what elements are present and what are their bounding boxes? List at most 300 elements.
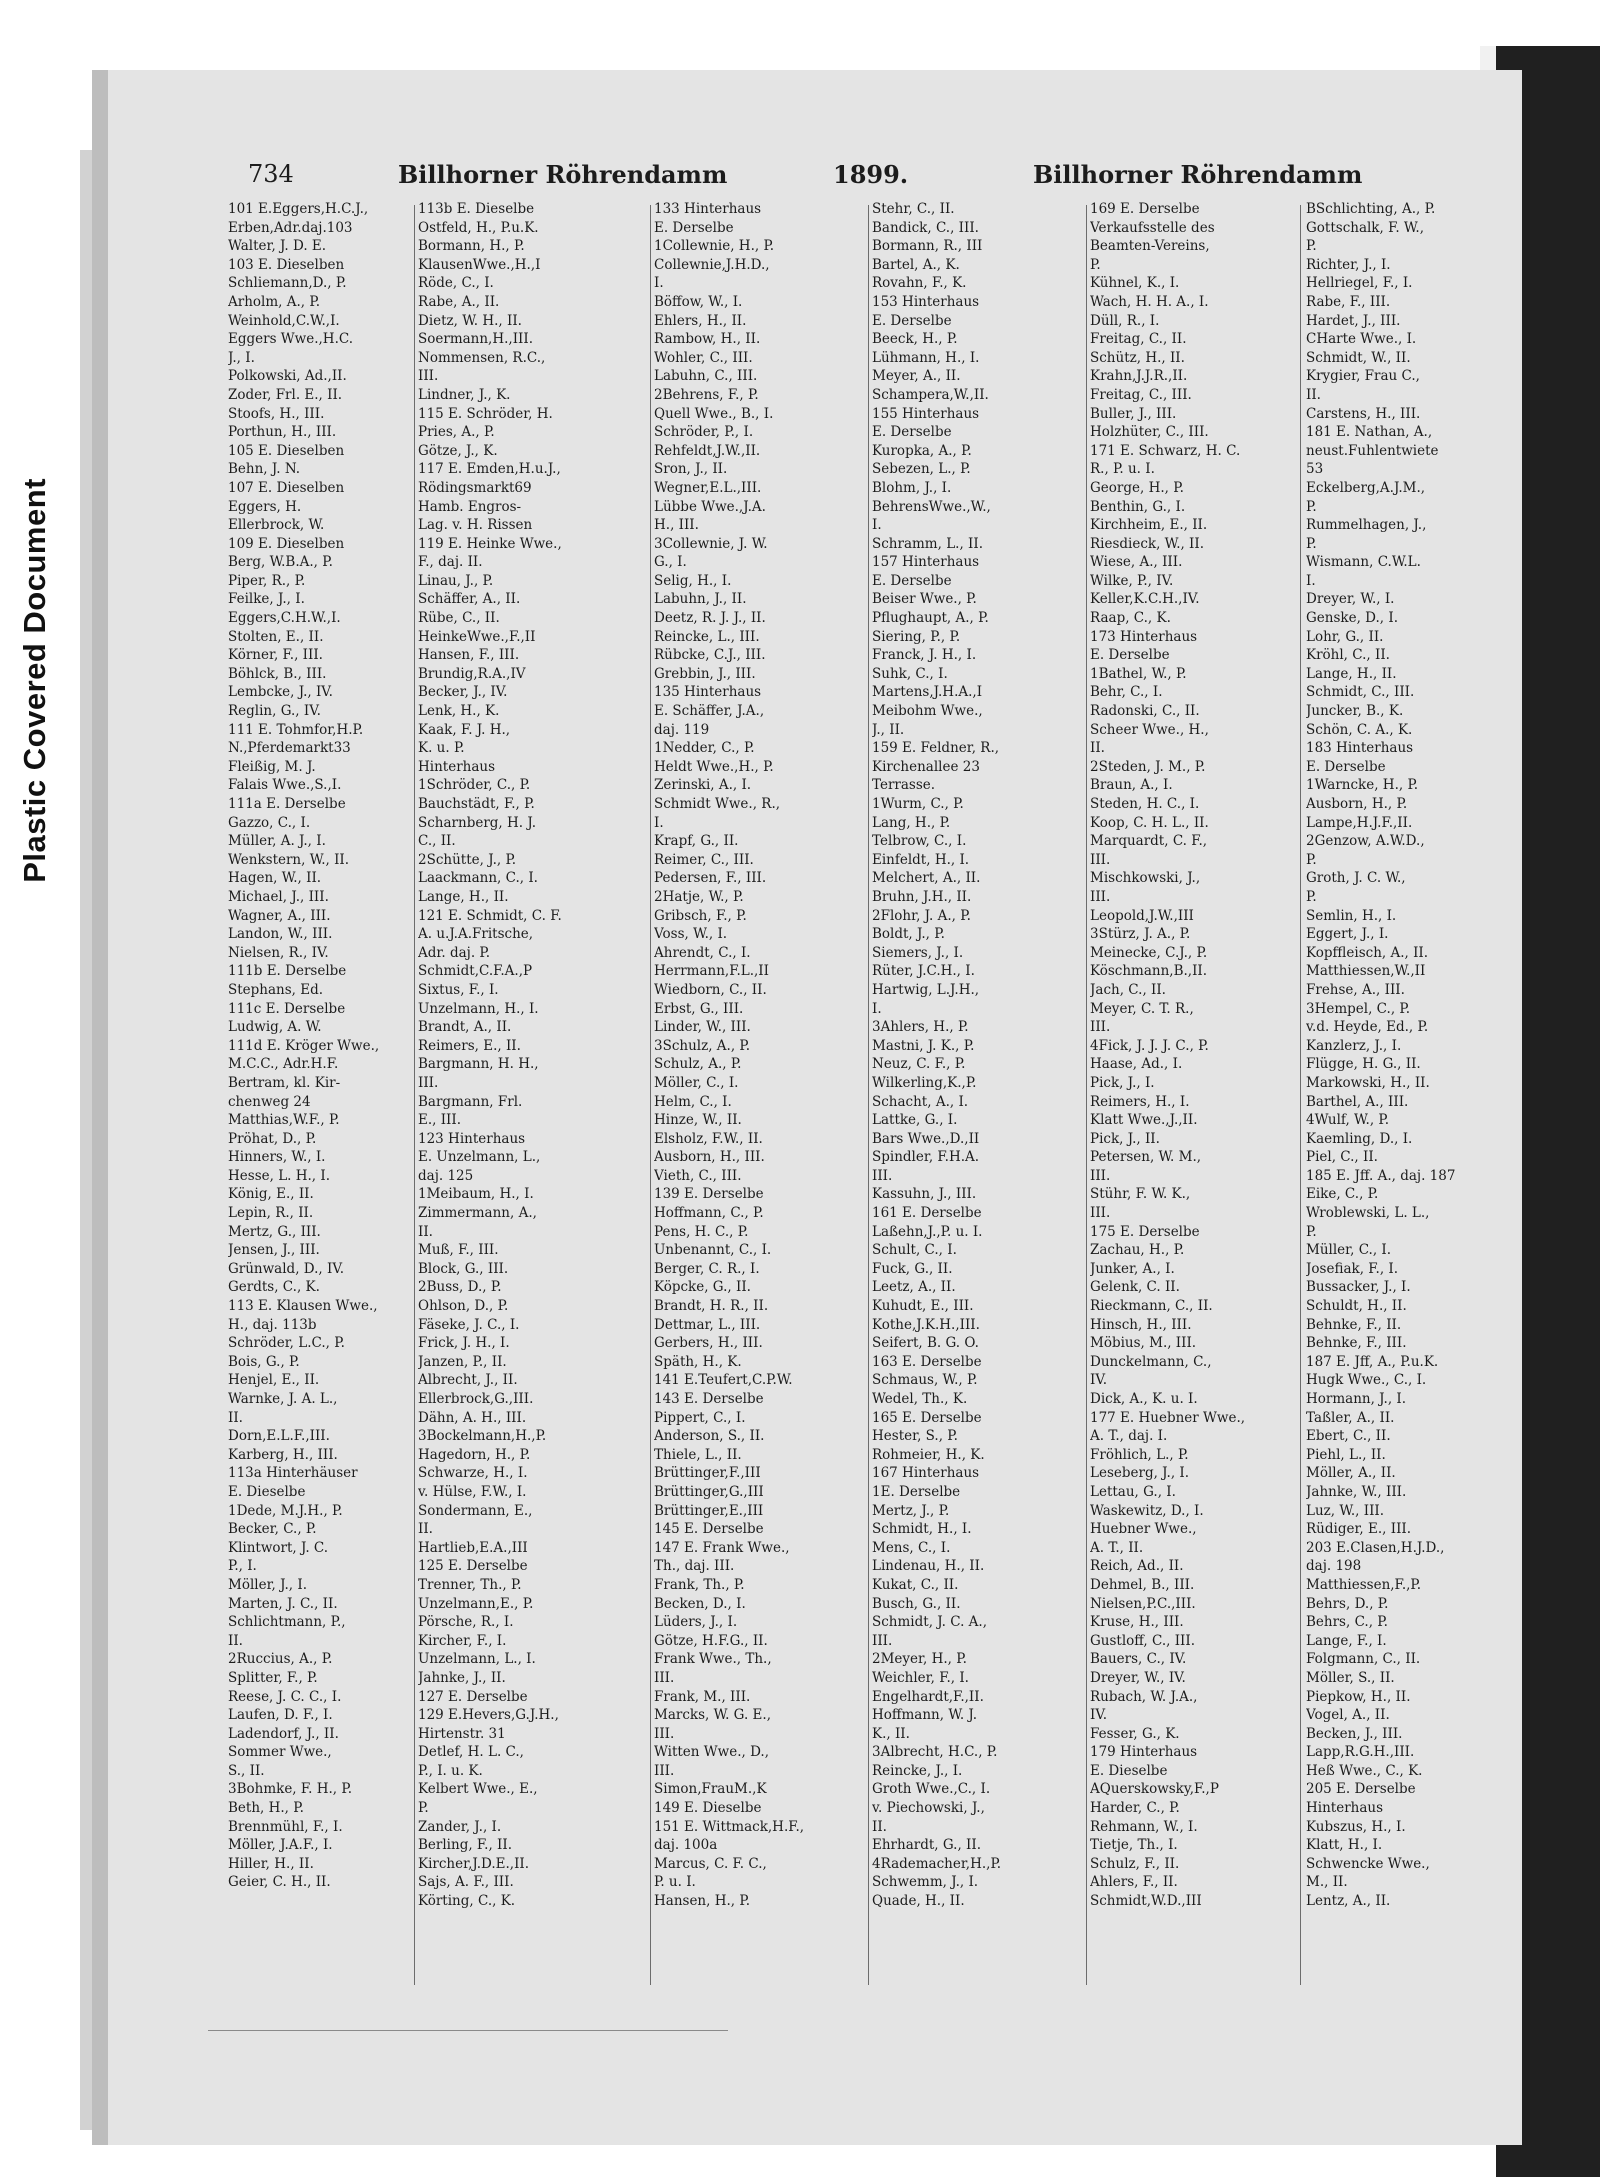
- directory-entry-line: Rovahn, F., K.: [872, 275, 967, 292]
- directory-entry-line: Stühr, F. W. K.,: [1090, 1186, 1191, 1203]
- directory-entry-line: Hiller, H., II.: [228, 1855, 314, 1872]
- directory-entry-line: v.d. Heyde, Ed., P.: [1306, 1019, 1429, 1036]
- directory-entry-line: Lapp,R.G.H.,III.: [1306, 1744, 1415, 1761]
- plastic-covered-label: [0, 400, 70, 960]
- directory-entry-line: 151 E. Wittmack,H.F.,: [654, 1818, 805, 1835]
- directory-entry-line: Hesse, L. H., I.: [228, 1167, 331, 1184]
- directory-entry-line: Lag. v. H. Rissen: [418, 517, 533, 534]
- directory-entry-line: Heß Wwe., C., K.: [1306, 1762, 1423, 1779]
- directory-entry-line: Blohm, J., I.: [872, 479, 952, 496]
- directory-entry-line: II.: [228, 1409, 243, 1426]
- directory-entry-line: 111b E. Derselbe: [228, 963, 347, 980]
- directory-entry-line: 175 E. Derselbe: [1090, 1223, 1200, 1240]
- directory-entry-line: 113b E. Dieselbe: [418, 201, 535, 217]
- directory-entry-line: Einfeldt, H., I.: [872, 851, 970, 868]
- directory-column-2: [418, 200, 644, 1990]
- directory-entry-line: Hagedorn, H., P.: [418, 1446, 531, 1463]
- directory-entry-line: Neuz, C. F., P.: [872, 1056, 966, 1073]
- directory-entry-line: Elsholz, F.W., II.: [654, 1130, 763, 1147]
- directory-entry-line: Wiedborn, C., II.: [654, 981, 767, 998]
- directory-entry-line: Janzen, P., II.: [418, 1353, 507, 1370]
- directory-entry-line: Schulz, A., P.: [654, 1056, 742, 1073]
- directory-entry-line: Zimmermann, A.,: [418, 1205, 537, 1222]
- directory-entry-line: P.: [1090, 256, 1101, 273]
- directory-entry-line: Behnke, F., III.: [1306, 1335, 1407, 1352]
- directory-entry-line: Pries, A., P.: [418, 424, 495, 441]
- directory-entry-line: Landon, W., III.: [228, 926, 333, 943]
- directory-entry-line: E. Derselbe: [1090, 647, 1170, 664]
- directory-entry-line: Wilkerling,K.,P.: [872, 1074, 977, 1091]
- directory-entry-line: Freitag, C., II.: [1090, 331, 1187, 348]
- directory-entry-line: KlausenWwe.,H.,I: [418, 256, 541, 273]
- directory-entry-line: 2Flohr, J. A., P.: [872, 907, 971, 924]
- directory-entry-line: III.: [654, 1725, 675, 1742]
- directory-entry-line: P.: [1306, 1223, 1317, 1240]
- directory-entry-line: Mischkowski, J.,: [1090, 870, 1201, 887]
- directory-entry-line: Lenk, H., K.: [418, 703, 500, 720]
- directory-entry-line: Vogel, A., II.: [1306, 1707, 1390, 1724]
- directory-entry-line: Genske, D., I.: [1306, 610, 1398, 627]
- directory-entry-line: Beth, H., P.: [228, 1800, 304, 1817]
- directory-entry-line: Leseberg, J., I.: [1090, 1465, 1190, 1482]
- directory-entry-line: 3Bohmke, F. H., P.: [228, 1781, 353, 1798]
- directory-entry-line: Krygier, Frau C.,: [1306, 368, 1420, 385]
- directory-entry-line: Eggers Wwe.,H.C.: [228, 331, 354, 348]
- directory-entry-line: Vieth, C., III.: [654, 1167, 742, 1184]
- directory-entry-line: Pedersen, F., III.: [654, 870, 767, 887]
- header-year: 1899.: [833, 160, 909, 189]
- directory-entry-line: Pröhat, D., P.: [228, 1130, 317, 1147]
- directory-entry-line: Zoder, Frl. E., II.: [228, 386, 343, 403]
- directory-entry-line: Lange, H., II.: [1306, 665, 1397, 682]
- directory-entry-line: Hansen, F., III.: [418, 647, 520, 664]
- directory-entry-line: Gazzo, C., I.: [228, 814, 311, 831]
- page-edge: [92, 70, 108, 2145]
- directory-entry-line: Hartwig, L.J.H.,: [872, 981, 980, 998]
- directory-entry-line: Marcus, C. F. C.,: [654, 1855, 767, 1872]
- directory-entry-line: Rödingsmarkt69: [418, 479, 532, 496]
- directory-entry-line: Scharnberg, H. J.: [418, 814, 537, 831]
- directory-entry-line: Schmidt,W.D.,III: [1090, 1893, 1202, 1910]
- directory-entry-line: Fäseke, J. C., I.: [418, 1316, 520, 1333]
- directory-entry-line: Röde, C., I.: [418, 275, 494, 292]
- directory-entry-line: Siemers, J., I.: [872, 944, 964, 961]
- directory-entry-line: Lattke, G., I.: [872, 1112, 958, 1129]
- directory-entry-line: E., III.: [418, 1112, 462, 1129]
- directory-entry-line: Tietje, Th., I.: [1090, 1837, 1178, 1854]
- directory-entry-line: Reimers, E., II.: [418, 1037, 521, 1054]
- directory-entry-line: Lang, H., P.: [872, 814, 951, 831]
- directory-entry-line: Henjel, E., II.: [228, 1372, 320, 1389]
- directory-entry-line: Adr. daj. P.: [418, 944, 491, 961]
- directory-entry-line: 111c E. Derselbe: [228, 1000, 346, 1017]
- directory-entry-line: Hagen, W., II.: [228, 870, 322, 887]
- directory-entry-line: 133 Hinterhaus: [654, 201, 762, 217]
- directory-entry-line: Meibohm Wwe.,: [872, 703, 983, 720]
- directory-entry-line: Petersen, W. M.,: [1090, 1149, 1202, 1166]
- directory-entry-line: Marcks, W. G. E.,: [654, 1707, 771, 1724]
- directory-entry-line: 153 Hinterhaus: [872, 293, 980, 310]
- directory-entry-line: Lentz, A., II.: [1306, 1893, 1391, 1910]
- directory-entry-line: Hamb. Engros-: [418, 498, 522, 515]
- directory-entry-line: Schmidt, J. C. A.,: [872, 1614, 987, 1631]
- directory-entry-line: Splitter, F., P.: [228, 1669, 318, 1686]
- directory-entry-line: Quell Wwe., B., I.: [654, 405, 774, 422]
- directory-entry-line: Frick, J. H., I.: [418, 1335, 510, 1352]
- directory-entry-line: Mens, C., I.: [872, 1539, 951, 1556]
- directory-column-4: [872, 200, 1088, 1990]
- directory-entry-line: Reimers, H., I.: [1090, 1093, 1190, 1110]
- directory-entry-line: Terrasse.: [872, 777, 936, 794]
- directory-entry-line: Kirchenallee 23: [872, 758, 980, 775]
- directory-entry-line: Kröhl, C., II.: [1306, 647, 1390, 664]
- directory-entry-line: Pens, H. C., P.: [654, 1223, 749, 1240]
- directory-entry-line: Jahnke, W., III.: [1306, 1483, 1407, 1500]
- directory-entry-line: Juncker, B., K.: [1306, 703, 1404, 720]
- directory-entry-line: Brandt, A., II.: [418, 1019, 512, 1036]
- directory-entry-line: 1Wurm, C., P.: [872, 796, 964, 812]
- directory-entry-line: 53: [1306, 461, 1324, 478]
- directory-entry-line: Wroblewski, L. L.,: [1306, 1205, 1430, 1222]
- directory-entry-line: Haase, Ad., I.: [1090, 1056, 1183, 1073]
- directory-entry-line: Spindler, F.H.A.: [872, 1149, 980, 1166]
- directory-entry-line: Muß, F., III.: [418, 1242, 499, 1259]
- directory-entry-line: Böffow, W., I.: [654, 293, 743, 310]
- directory-entry-line: H., III.: [654, 517, 699, 534]
- directory-entry-line: Lüders, J., I.: [654, 1614, 738, 1631]
- directory-entry-line: Möller, A., II.: [1306, 1465, 1396, 1482]
- directory-entry-line: Laufen, D. F., I.: [228, 1707, 333, 1724]
- directory-entry-line: Engelhardt,F.,II.: [872, 1688, 984, 1705]
- directory-entry-line: Schwarze, H., I.: [418, 1465, 528, 1482]
- directory-entry-line: Kelbert Wwe., E.,: [418, 1781, 538, 1798]
- directory-entry-line: I.: [654, 814, 664, 831]
- directory-entry-line: Rabe, A., II.: [418, 293, 500, 310]
- directory-entry-line: chenweg 24: [228, 1093, 311, 1110]
- directory-entry-line: Piehl, L., II.: [1306, 1446, 1386, 1463]
- directory-entry-line: Schlichtmann, P.,: [228, 1614, 346, 1631]
- directory-entry-line: Harder, C., P.: [1090, 1800, 1180, 1817]
- directory-entry-line: E. Unzelmann, L.,: [418, 1149, 541, 1166]
- directory-entry-line: 157 Hinterhaus: [872, 554, 980, 571]
- directory-entry-line: Schäffer, A., II.: [418, 591, 521, 608]
- directory-entry-line: 3Hempel, C., P.: [1306, 1000, 1411, 1017]
- directory-entry-line: IV.: [1090, 1707, 1108, 1724]
- directory-entry-line: Köpcke, G., II.: [654, 1279, 751, 1296]
- directory-entry-line: III.: [418, 368, 439, 385]
- directory-column-5: [1090, 200, 1300, 1990]
- directory-entry-line: Siering, P., P.: [872, 628, 961, 645]
- directory-entry-line: Falais Wwe.,S.,I.: [228, 777, 342, 794]
- directory-entry-line: Schliemann,D., P.: [228, 275, 347, 292]
- directory-entry-line: Wach, H. H. A., I.: [1090, 293, 1209, 310]
- directory-entry-line: Nielsen, R., IV.: [228, 944, 329, 961]
- directory-entry-line: Frank, Th., P.: [654, 1576, 745, 1593]
- directory-entry-line: 4Rademacher,H.,P.: [872, 1855, 1002, 1872]
- directory-entry-line: Kirchheim, E., II.: [1090, 517, 1208, 534]
- directory-entry-line: Möbius, M., III.: [1090, 1335, 1197, 1352]
- directory-entry-line: Kuropka, A., P.: [872, 442, 972, 459]
- directory-entry-line: Hoffmann, C., P.: [654, 1205, 764, 1222]
- directory-entry-line: Radonski, C., II.: [1090, 703, 1200, 720]
- directory-entry-line: 4Fick, J. J. J. C., P.: [1090, 1037, 1209, 1054]
- directory-entry-line: 113 E. Klausen Wwe.,: [228, 1298, 378, 1315]
- directory-entry-line: Rabe, F., III.: [1306, 293, 1391, 310]
- directory-entry-line: Dick, A., K. u. I.: [1090, 1391, 1198, 1407]
- directory-entry-line: Möller, S., II.: [1306, 1669, 1395, 1686]
- directory-entry-line: Pick, J., II.: [1090, 1130, 1160, 1147]
- directory-entry-line: Meyer, A., II.: [872, 368, 961, 385]
- directory-entry-line: Piepkow, H., II.: [1306, 1688, 1411, 1705]
- directory-entry-line: Schön, C. A., K.: [1306, 721, 1413, 738]
- directory-entry-line: Gustloff, C., III.: [1090, 1632, 1195, 1649]
- directory-entry-line: K. u. P.: [418, 740, 465, 757]
- directory-entry-line: Hugk Wwe., C., I.: [1306, 1372, 1427, 1389]
- directory-entry-line: Rieckmann, C., II.: [1090, 1298, 1213, 1315]
- directory-entry-line: 117 E. Emden,H.u.J.,: [418, 461, 561, 478]
- directory-entry-line: Krahn,J.J.R.,II.: [1090, 368, 1188, 385]
- directory-entry-line: Matthiessen,W.,II: [1306, 963, 1426, 980]
- directory-entry-line: Dettmar, L., III.: [654, 1316, 761, 1333]
- directory-entry-line: Bormann, R., III: [872, 238, 983, 255]
- directory-entry-line: Beeck, H., P.: [872, 331, 958, 348]
- directory-entry-line: Zerinski, A., I.: [654, 777, 752, 794]
- directory-entry-line: Klatt Wwe.,J.,II.: [1090, 1112, 1198, 1129]
- directory-entry-line: Walter, J. D. E.: [228, 238, 327, 255]
- directory-entry-line: Jensen, J., III.: [228, 1242, 320, 1259]
- directory-entry-line: Becken, J., III.: [1306, 1725, 1403, 1742]
- directory-entry-line: Porthun, H., III.: [228, 424, 337, 441]
- directory-entry-line: III.: [1090, 888, 1111, 905]
- directory-entry-line: Luz, W., III.: [1306, 1502, 1385, 1519]
- directory-entry-line: Pörsche, R., I.: [418, 1614, 514, 1631]
- directory-entry-line: Rehfeldt,J.W.,II.: [654, 442, 761, 459]
- directory-entry-line: HeinkeWwe.,F.,II: [418, 628, 536, 645]
- directory-entry-line: George, H., P.: [1090, 479, 1184, 496]
- directory-entry-line: Eggers,C.H.W.,I.: [228, 610, 341, 627]
- directory-entry-line: Berg, W.B.A., P.: [228, 554, 333, 571]
- directory-entry-line: III.: [872, 1167, 893, 1184]
- directory-entry-line: 161 E. Derselbe: [872, 1205, 982, 1222]
- directory-entry-line: Schmidt, H., I.: [872, 1521, 972, 1538]
- directory-entry-line: III.: [418, 1074, 439, 1091]
- directory-entry-line: Bormann, H., P.: [418, 238, 525, 255]
- directory-entry-line: Trenner, Th., P.: [418, 1576, 522, 1593]
- directory-entry-line: Kassuhn, J., III.: [872, 1186, 977, 1203]
- directory-entry-line: 109 E. Dieselben: [228, 535, 345, 552]
- directory-entry-line: BSchlichting, A., P.: [1306, 201, 1436, 217]
- directory-entry-line: Bois, G., P.: [228, 1353, 300, 1370]
- directory-entry-line: 183 Hinterhaus: [1306, 740, 1414, 757]
- directory-entry-line: 1Bathel, W., P.: [1090, 665, 1187, 682]
- directory-entry-line: Rübcke, C.J., III.: [654, 647, 766, 664]
- page-number: 734: [248, 160, 294, 188]
- directory-entry-line: v. Hülse, F.W., I.: [418, 1483, 527, 1500]
- directory-entry-line: Lübbe Wwe.,J.A.: [654, 498, 766, 515]
- directory-entry-line: Selig, H., I.: [654, 572, 732, 589]
- directory-entry-line: III.: [1090, 1167, 1111, 1184]
- directory-entry-line: Labuhn, J., II.: [654, 591, 747, 608]
- directory-entry-line: Becken, D., I.: [654, 1595, 746, 1612]
- directory-entry-line: Rübe, C., II.: [418, 610, 500, 627]
- directory-entry-line: III.: [1090, 1205, 1111, 1222]
- directory-entry-line: Ausborn, H., P.: [1306, 796, 1408, 812]
- directory-entry-line: Thiele, L., II.: [654, 1446, 742, 1463]
- directory-entry-line: Kircher,J.D.E.,II.: [418, 1855, 530, 1872]
- directory-entry-line: Müller, A. J., I.: [228, 833, 326, 850]
- directory-entry-line: Feilke, J., I.: [228, 591, 305, 608]
- directory-entry-line: Leetz, A., II.: [872, 1279, 956, 1296]
- directory-entry-line: Stehr, C., II.: [872, 201, 955, 217]
- directory-entry-line: Ehlers, H., II.: [654, 312, 747, 329]
- directory-entry-line: Eckelberg,A.J.M.,: [1306, 479, 1426, 496]
- directory-entry-line: 125 E. Derselbe: [418, 1558, 528, 1575]
- directory-entry-line: Hardet, J., III.: [1306, 312, 1401, 329]
- directory-entry-line: 2Schütte, J., P.: [418, 851, 517, 868]
- directory-entry-line: 135 Hinterhaus: [654, 684, 762, 701]
- directory-entry-line: Junker, A., I.: [1090, 1260, 1175, 1277]
- directory-entry-line: Körting, C., K.: [418, 1893, 516, 1910]
- directory-entry-line: Hoffmann, W. J.: [872, 1707, 978, 1724]
- directory-entry-line: Sommer Wwe.,: [228, 1744, 332, 1761]
- directory-entry-line: A. T., II.: [1090, 1539, 1144, 1556]
- directory-entry-line: A. T., daj. I.: [1090, 1428, 1168, 1445]
- directory-entry-line: Herrmann,F.L.,II: [654, 963, 769, 980]
- directory-entry-line: Waskewitz, D., I.: [1090, 1502, 1204, 1519]
- directory-entry-line: Lepin, R., II.: [228, 1205, 314, 1222]
- directory-entry-line: 3Stürz, J. A., P.: [1090, 926, 1191, 943]
- directory-entry-line: Fleißig, M. J.: [228, 758, 316, 775]
- directory-entry-line: Hinterhaus: [418, 758, 496, 775]
- directory-entry-line: 103 E. Dieselben: [228, 256, 345, 273]
- directory-entry-line: Kubszus, H., I.: [1306, 1818, 1406, 1835]
- directory-entry-line: J., II.: [872, 721, 905, 738]
- directory-entry-line: 1Nedder, C., P.: [654, 740, 755, 757]
- directory-entry-line: Huebner Wwe.,: [1090, 1521, 1197, 1538]
- directory-entry-line: Reglin, G., IV.: [228, 703, 321, 720]
- header-right-title: Billhorner Röhrendamm: [1033, 160, 1363, 189]
- directory-entry-line: Ostfeld, H., P.u.K.: [418, 219, 539, 236]
- directory-entry-line: Köschmann,B.,II.: [1090, 963, 1208, 980]
- directory-entry-line: J., I.: [228, 349, 255, 366]
- directory-entry-line: Behrs, C., P.: [1306, 1614, 1388, 1631]
- directory-entry-line: Unbenannt, C., I.: [654, 1242, 772, 1259]
- directory-entry-line: Brundig,R.A.,IV: [418, 665, 526, 682]
- directory-entry-line: Kruse, H., III.: [1090, 1614, 1184, 1631]
- directory-entry-line: daj. 119: [654, 721, 710, 738]
- directory-entry-line: Grebbin, J., III.: [654, 665, 756, 682]
- directory-entry-line: Krapf, G., II.: [654, 833, 739, 850]
- directory-entry-line: E. Dieselbe: [1090, 1762, 1168, 1779]
- directory-entry-line: 179 Hinterhaus: [1090, 1744, 1198, 1761]
- directory-entry-line: Geier, C. H., II.: [228, 1874, 331, 1891]
- directory-entry-line: 2Ruccius, A., P.: [228, 1651, 333, 1668]
- directory-entry-line: Groth Wwe.,C., I.: [872, 1781, 991, 1798]
- directory-entry-line: Schulz, F., II.: [1090, 1855, 1180, 1872]
- directory-entry-line: 177 E. Huebner Wwe.,: [1090, 1409, 1246, 1426]
- directory-entry-line: Suhk, C., I.: [872, 665, 948, 682]
- directory-entry-line: Körner, F., III.: [228, 647, 323, 664]
- directory-entry-line: Melchert, A., II.: [872, 870, 981, 887]
- directory-entry-line: Kircher, F., I.: [418, 1632, 507, 1649]
- directory-entry-line: Böhlck, B., III.: [228, 665, 327, 682]
- directory-entry-line: Schröder, P., I.: [654, 424, 754, 441]
- directory-entry-line: Klintwort, J. C.: [228, 1539, 329, 1556]
- directory-entry-line: 163 E. Derselbe: [872, 1353, 982, 1370]
- directory-entry-line: 123 Hinterhaus: [418, 1130, 526, 1147]
- directory-entry-line: Anderson, S., II.: [654, 1428, 765, 1445]
- directory-entry-line: P.: [1306, 888, 1317, 905]
- directory-entry-line: 203 E.Clasen,H.J.D.,: [1306, 1539, 1445, 1556]
- page-header: [248, 160, 1363, 200]
- directory-entry-line: Th., daj. III.: [654, 1558, 735, 1575]
- directory-entry-line: Lettau, G., I.: [1090, 1483, 1176, 1500]
- directory-entry-line: Piper, R., P.: [228, 572, 306, 589]
- directory-entry-line: E. Derselbe: [872, 312, 952, 329]
- directory-entry-line: Ebert, C., II.: [1306, 1428, 1391, 1445]
- directory-entry-line: Müller, C., I.: [1306, 1242, 1392, 1259]
- directory-entry-line: Schramm, L., II.: [872, 535, 983, 552]
- directory-entry-line: Wagner, A., III.: [228, 907, 331, 924]
- directory-entry-line: Raap, C., K.: [1090, 610, 1171, 627]
- directory-entry-line: Leopold,J.W.,III: [1090, 907, 1194, 924]
- directory-entry-line: Quade, H., II.: [872, 1893, 965, 1910]
- directory-entry-line: Polkowski, Ad.,II.: [228, 368, 347, 385]
- directory-entry-line: Schmidt Wwe., R.,: [654, 796, 781, 812]
- directory-entry-line: Schampera,W.,II.: [872, 386, 989, 403]
- directory-entry-line: daj. 100a: [654, 1837, 718, 1854]
- directory-entry-line: F., daj. II.: [418, 554, 483, 571]
- directory-entry-line: 101 E.Eggers,H.C.J.,: [228, 201, 369, 217]
- directory-entry-line: I.: [654, 275, 664, 292]
- directory-entry-line: Behnke, F., II.: [1306, 1316, 1402, 1333]
- directory-entry-line: Eggers, H.: [228, 498, 302, 515]
- directory-entry-line: daj. 198: [1306, 1558, 1362, 1575]
- directory-entry-line: Schacht, A., I.: [872, 1093, 969, 1110]
- directory-entry-line: Schmidt, C., III.: [1306, 684, 1415, 701]
- directory-entry-line: 187 E. Jff, A., P.u.K.: [1306, 1353, 1439, 1370]
- directory-entry-line: Dreyer, W., I.: [1306, 591, 1395, 608]
- directory-entry-line: Nommensen, R.C.,: [418, 349, 546, 366]
- directory-entry-line: Jach, C., II.: [1090, 981, 1166, 998]
- directory-entry-line: Zander, J., I.: [418, 1818, 502, 1835]
- directory-entry-line: Ludwig, A. W.: [228, 1019, 322, 1036]
- directory-entry-line: 111a E. Derselbe: [228, 796, 346, 812]
- directory-entry-line: Behrs, D., P.: [1306, 1595, 1389, 1612]
- directory-entry-line: Helm, C., I.: [654, 1093, 732, 1110]
- directory-entry-line: Rüdiger, E., III.: [1306, 1521, 1412, 1538]
- directory-entry-line: Schwemm, J., I.: [872, 1874, 979, 1891]
- directory-entry-line: Hartlieb,E.A.,III: [418, 1539, 528, 1556]
- directory-entry-line: Lindner, J., K.: [418, 386, 511, 403]
- directory-entry-line: N.,Pferdemarkt33: [228, 740, 351, 757]
- directory-entry-line: P.: [1306, 535, 1317, 552]
- directory-entry-line: Marquardt, C. F.,: [1090, 833, 1208, 850]
- directory-entry-line: Gerdts, C., K.: [228, 1279, 320, 1296]
- directory-entry-line: 1Collewnie, H., P.: [654, 238, 775, 255]
- directory-entry-line: Eike, C., P.: [1306, 1186, 1379, 1203]
- directory-entry-line: Hellriegel, F., I.: [1306, 275, 1413, 292]
- directory-entry-line: Ellerbrock,G.,III.: [418, 1391, 534, 1407]
- directory-entry-line: I.: [1306, 572, 1316, 589]
- directory-entry-line: P., I. u. K.: [418, 1762, 483, 1779]
- directory-entry-line: Bargmann, Frl.: [418, 1093, 523, 1110]
- directory-entry-line: 139 E. Derselbe: [654, 1186, 764, 1203]
- directory-entry-line: 171 E. Schwarz, H. C.: [1090, 442, 1241, 459]
- directory-entry-line: III.: [654, 1669, 675, 1686]
- directory-entry-line: Beiser Wwe., P.: [872, 591, 977, 608]
- directory-entry-line: Brüttinger,E.,III: [654, 1502, 764, 1519]
